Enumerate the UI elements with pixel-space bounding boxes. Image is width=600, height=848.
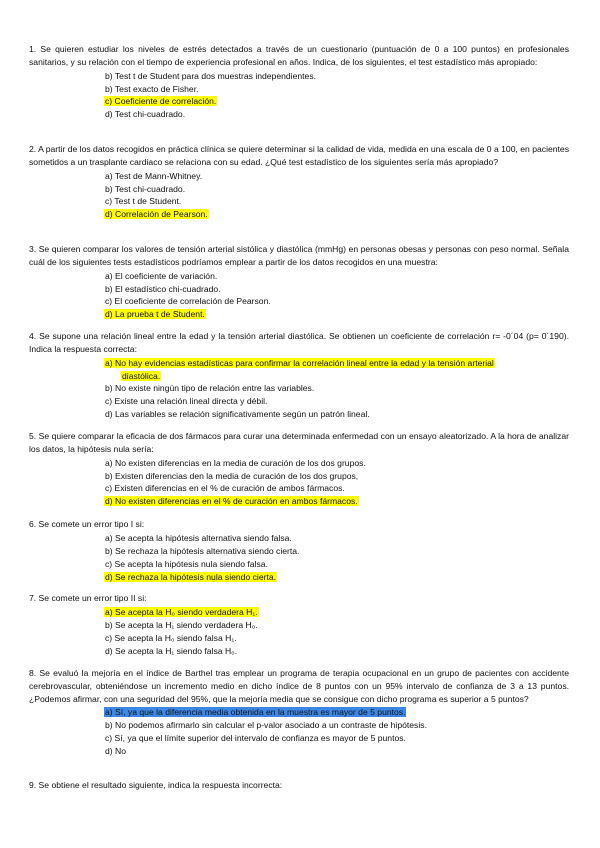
answer-options xyxy=(104,170,569,222)
question-4 xyxy=(29,330,569,421)
answer-option: d) No xyxy=(105,746,127,757)
answer-option: c) Test t de Student. xyxy=(105,196,182,207)
answer-option: b) Test chi-cuadrado. xyxy=(105,183,186,194)
answer-options xyxy=(104,606,569,658)
question-stem: 2. A partir de los datos recogidos en práctica clínica se quiere determinar si la calidad de vida, medida en una escala de 0 a 100, en pacientes sometidos a un trasplante cardiaco se relaciona con su edad. ¿Qué test estadístico de los siguientes sería más apropiado? xyxy=(29,144,569,167)
question-stem: 7. Se comete un error tipo II si: xyxy=(29,593,147,603)
answer-option: d) Las variables se relación significativamente según un patrón lineal. xyxy=(105,409,370,420)
answer-option: b) No existe ningún tipo de relación entre las variables. xyxy=(105,383,315,394)
answer-option-highlighted: d) La prueba t de Student. xyxy=(105,309,205,320)
answer-option: c) Se acepta la hipótesis nula siendo falsa. xyxy=(105,558,268,569)
answer-option: d) Test chi-cuadrado. xyxy=(105,109,186,120)
answer-option-highlighted: d) Correlación de Pearson. xyxy=(105,209,208,220)
answer-option-highlighted: d) Se rechaza la hipótesis nula siendo cierta. xyxy=(105,571,277,582)
answer-option: b) Existen diferencias den la media de curación de los dos grupos, xyxy=(105,470,359,481)
answer-options xyxy=(104,70,569,122)
answer-option: c) Se acepta la H₀ siendo falsa H₁. xyxy=(105,632,237,643)
answer-options xyxy=(104,457,569,509)
question-9 xyxy=(29,779,569,792)
question-5 xyxy=(29,430,569,508)
answer-option-highlighted: a) No hay evidencias estadísticas para confirmar la correlación lineal entre la edad y la tensión arterial xyxy=(105,357,494,368)
answer-option: c) Sí, ya que el límite superior del intervalo de confianza es mayor de 5 puntos. xyxy=(105,733,406,744)
question-stem: 5. Se quiere comparar la eficacia de dos fármacos para curar una determinada enfermedad con un ensayo aleatorizado. A la hora de analizar los datos, la hipótesis nula sería: xyxy=(29,431,569,454)
question-8 xyxy=(29,667,569,758)
answer-option: a) No existen diferencias en la media de curación de los dos grupos. xyxy=(105,457,366,468)
answer-option: b) Test t de Student para dos muestras independientes. xyxy=(105,70,316,81)
answer-option: b) Test exacto de Fisher. xyxy=(105,83,199,94)
answer-option-continuation: diastólica. xyxy=(122,370,161,381)
question-1 xyxy=(29,43,569,121)
question-6 xyxy=(29,518,569,583)
answer-option-selected: a) Sí, ya que la diferencia media obtenida en la muestra es mayor de 5 puntos. xyxy=(105,707,406,718)
answer-options xyxy=(104,532,569,584)
question-stem: 1. Se quieren estudiar los niveles de estrés detectados a través de un cuestionario (puntuación de 0 a 100 puntos) en profesionales sanitarios, y su relación con el tiempo de experiencia profesional en años. Indica, de los siguientes, el test estadístico más apropiado: xyxy=(29,44,569,67)
answer-option-highlighted: a) Se acepta la H₀ siendo verdadera H₁. xyxy=(105,606,258,617)
answer-option: c) Existe una relación lineal directa y débil. xyxy=(105,396,268,407)
answer-option-highlighted: c) Coeficiente de correlación. xyxy=(105,96,217,107)
answer-option: a) Test de Mann-Whitney. xyxy=(105,170,203,181)
answer-option: a) El coeficiente de variación. xyxy=(105,270,218,281)
answer-option: c) Existen diferencias en el % de curación de ambos fármacos. xyxy=(105,483,345,494)
question-stem: 9. Se obtiene el resultado siguiente, indica la respuesta incorrecta: xyxy=(29,780,283,790)
answer-option: d) Se acepta la H₁ siendo falsa H₀. xyxy=(105,645,238,656)
question-stem: 8. Se evaluó la mejoría en el índice de Barthel tras emplear un programa de terapia ocupacional en un grupo de pacientes con accidente cerebrovascular, obteniéndose un incremento medio en dicho índice de 8 puntos con un 95% intervalo de confianza de 3 a 13 puntos. ¿Podemos afirmar, con una seguridad del 95%, que la mejoría media que se consigue con dicho programa es superior a 5 puntos? xyxy=(29,668,569,704)
answer-options xyxy=(104,357,569,422)
question-2 xyxy=(29,143,569,221)
answer-option: b) Se acepta la H₁ siendo verdadera H₀. xyxy=(105,619,258,630)
answer-options xyxy=(104,270,569,322)
answer-option: b) Se rechaza la hipótesis alternativa siendo cierta. xyxy=(105,545,300,556)
answer-options xyxy=(104,706,569,758)
question-stem: 3. Se quieren comparar los valores de tensión arterial sistólica y diastólica (mmHg) en personas obesas y personas con peso normal. Señala cuál de los siguientes tests estadísticos podríamos emplear a partir de los datos recogidos en una muestra: xyxy=(29,244,569,267)
answer-option: b) No podemos afirmarlo sin calcular el p-valor asociado a un contraste de hipótesis. xyxy=(105,720,427,731)
answer-option: a) Se acepta la hipótesis alternativa siendo falsa. xyxy=(105,532,292,543)
answer-option: c) El coeficiente de correlación de Pearson. xyxy=(105,296,271,307)
answer-option: b) El estadístico chi-cuadrado. xyxy=(105,283,221,294)
question-7 xyxy=(29,592,569,657)
question-stem: 6. Se comete un error tipo I si: xyxy=(29,519,145,529)
question-stem: 4. Se supone una relación lineal entre la edad y la tensión arterial diastólica. Se obtienen un coeficiente de correlación r= -0´04 (p= 0´190). Indica la respuesta correcta: xyxy=(29,331,569,354)
answer-option-highlighted: d) No existen diferencias en el % de curación en ambos fármacos. xyxy=(105,496,358,507)
question-3 xyxy=(29,243,569,321)
